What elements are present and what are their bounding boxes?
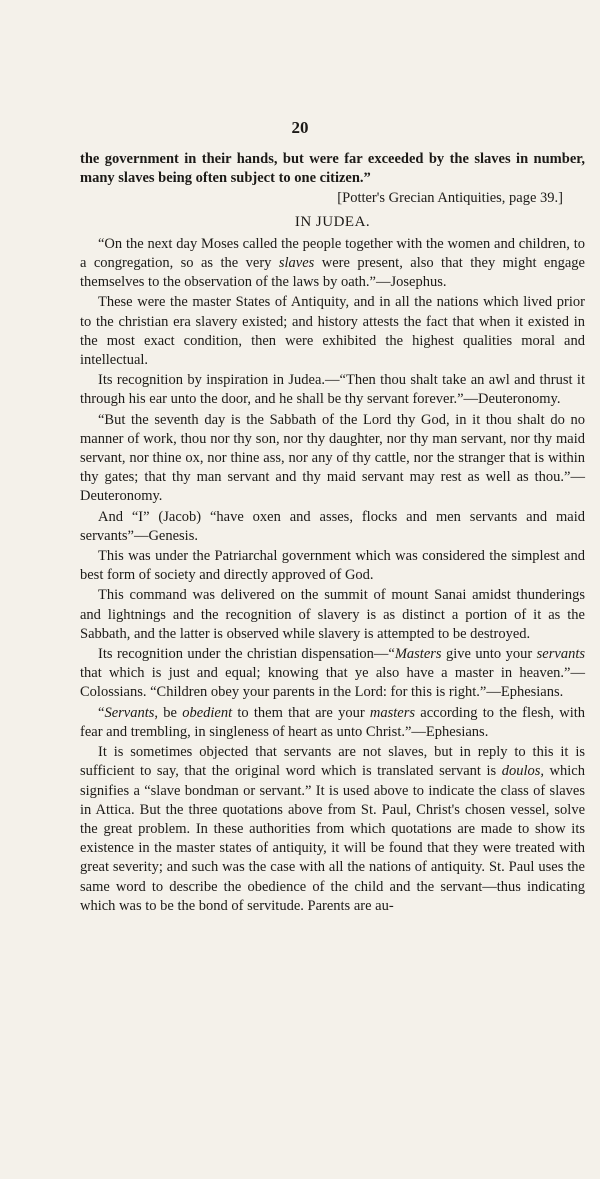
paragraph-jacob: And “I” (Jacob) “have oxen and asses, flocks and men servants and maid servants”—Genesis. [80, 508, 585, 544]
section-heading: IN JUDEA. [294, 213, 371, 230]
paragraph-doulos: It is sometimes objected that servants are not slaves, but in reply to this it is sufficient to say, that the original word which is translated servant is doulos, which signifies a “slave bondman or servant.” It is used above to indicate the class of slaves in Attica. But the three quotations above from St. Paul, Christ's chosen vessel, solve the great problem. In these authorities from which quotations are made to show its existence in the master states of antiquity, it will be found that they were treated with great severity; and such was the case with all the nations of antiquity. St. Paul uses the same word to describe the obedience of the child and the servant—thus indicating which was to be the bond of servitude. Parents are au- [80, 744, 585, 914]
page-number: 20 [291, 118, 309, 137]
paragraph-master-states: These were the master States of Antiquity, and in all the nations which lived prior to the christian era slavery existed; and history attests the fact that when it existed in the most exact condition, then were exhibited the highest qualities moral and intellectual. [80, 294, 585, 369]
body-text [80, 150, 585, 916]
paragraph-patriarchal: This was under the Patriarchal government which was considered the simplest and best form of society and directly approved of God. [80, 548, 585, 584]
paragraph-sabbath: “But the seventh day is the Sabbath of the Lord thy God, in it thou shalt do no manner of work, thou nor thy son, nor thy daughter, nor thy man servant, nor thy maid servant, nor thine ox, nor thine ass, nor any of thy cattle, nor the stranger that is within thy gates; that thy man servant and thy maid servant may rest as well as thou.”—Deuteronomy. [80, 411, 585, 505]
citation: [Potter's Grecian Antiquities, page 39.] [337, 190, 563, 207]
paragraph-josephus: “On the next day Moses called the people together with the women and children, to a congregation, so as the very slaves were present, also that they might engage themselves to the observation of the laws by oath.”—Josephus. [80, 235, 585, 291]
paragraph-servants-obedient: “Servants, be obedient to them that are your masters according to the flesh, with fear and trembling, in singleness of heart as unto Christ.”—Ephesians. [80, 704, 586, 740]
paragraph-judea-recognition: Its recognition by inspiration in Judea.—“Then thou shalt take an awl and thrust it through his ear unto the door, and he shall be thy servant forever.”—Deuteronomy. [80, 372, 585, 408]
paragraph-christian-dispensation: Its recognition under the christian dispensation—“Masters give unto your servants that which is just and equal; knowing that ye also have a master in heaven.”—Colossians. “Children obey your parents in the Lord: for this is right.”—Ephesians. [80, 646, 585, 701]
paragraph-sanai: This command was delivered on the summit of mount Sanai amidst thunderings and lightnings and the recognition of slavery is as distinct a portion of it as the Sabbath, and the latter is observed while slavery is attempted to be destroyed. [80, 587, 585, 642]
lead-paragraph: the government in their hands, but were far exceeded by the slaves in number, many slaves being often subject to one citizen.” [80, 151, 585, 187]
